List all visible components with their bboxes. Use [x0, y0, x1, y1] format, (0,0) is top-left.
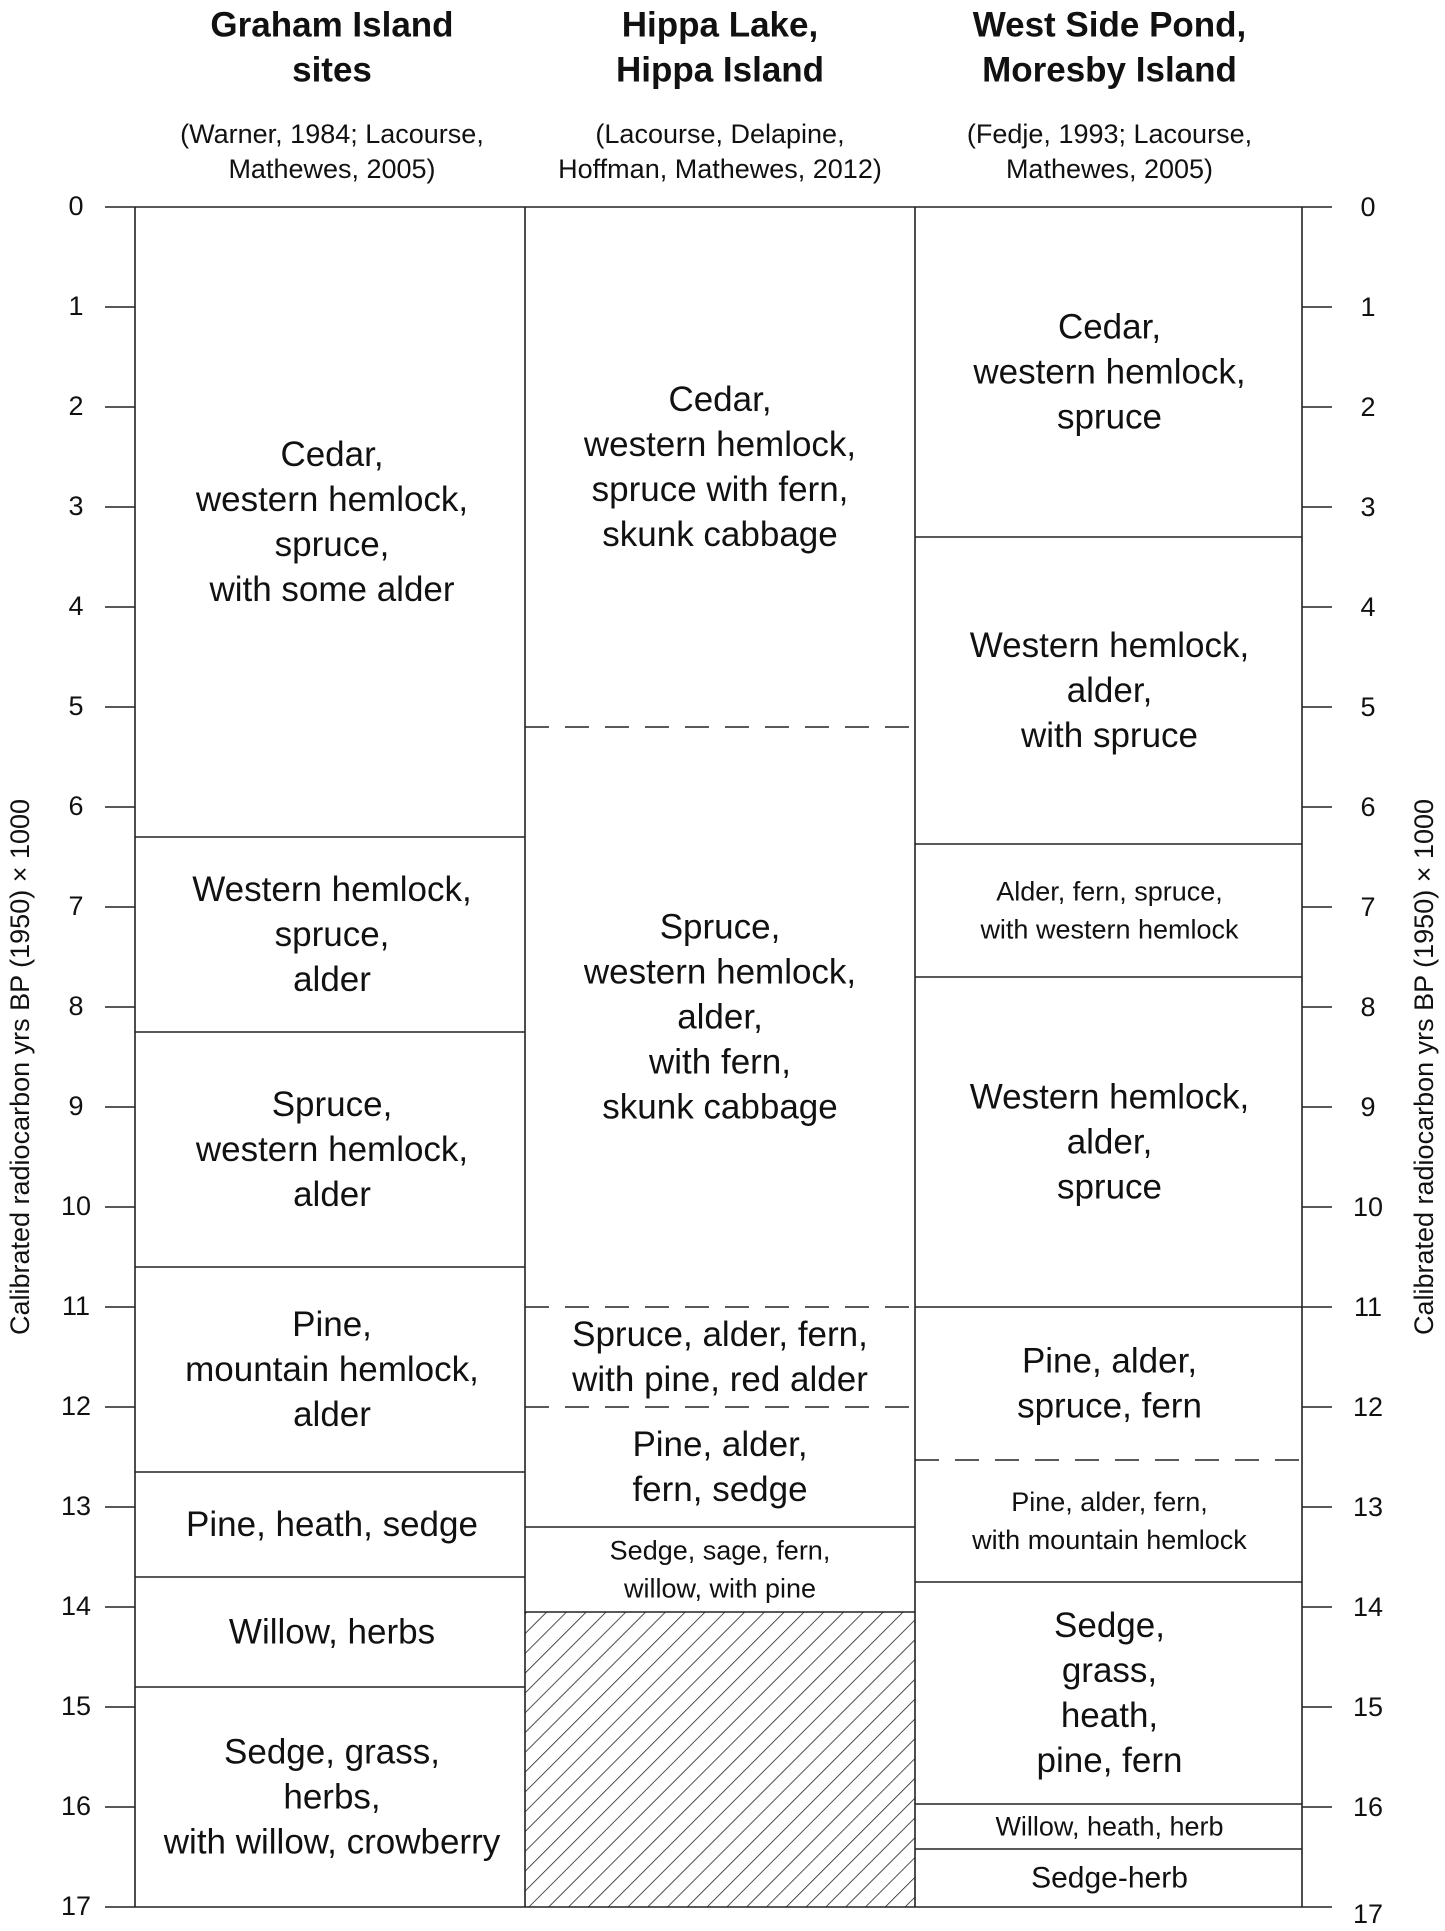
zone-label: alder [293, 960, 371, 999]
left-tick-label: 17 [60, 1891, 92, 1921]
zone-label: with pine, red alder [572, 1360, 868, 1399]
zone-label: western hemlock, [195, 480, 469, 519]
right-tick-label: 3 [1360, 492, 1376, 522]
zone-label: Pine, alder, [632, 1425, 808, 1464]
zone-label: spruce [1056, 397, 1163, 437]
right-tick-label: 9 [1360, 1092, 1376, 1122]
zone-label: heath, [1060, 1696, 1159, 1735]
left-tick-label: 0 [68, 191, 84, 221]
left-axis-title: Calibrated radiocarbon yrs BP (1950) × 1000 [5, 798, 35, 1336]
zone-label: spruce, [274, 525, 390, 564]
zone-label: spruce, [274, 915, 390, 954]
zone-label: Pine, alder, fern, [1011, 1487, 1208, 1517]
zone-label: Willow, herbs [228, 1612, 436, 1652]
zone-label: Alder, fern, spruce, [996, 876, 1223, 907]
left-tick-label: 7 [68, 891, 84, 921]
column-3-title: West Side Pond, [972, 5, 1247, 45]
zone-label: fern, sedge [632, 1470, 808, 1509]
column-3-title: Moresby Island [982, 50, 1237, 90]
right-tick-label: 13 [1352, 1492, 1384, 1522]
left-tick-label: 2 [68, 391, 84, 421]
zone-label: with mountain hemlock [972, 1525, 1247, 1555]
zone-label: with willow, crowberry [163, 1822, 501, 1862]
right-tick-label: 6 [1360, 792, 1376, 822]
zone-label: alder, [1066, 671, 1153, 710]
left-tick-label: 14 [60, 1591, 92, 1621]
column-1-reference: (Warner, 1984; Lacourse, [180, 119, 484, 149]
zone-label: Sedge-herb [1031, 1861, 1188, 1895]
zone-label: spruce with fern, [591, 470, 849, 509]
zone-label: western hemlock, [583, 425, 857, 464]
zone-label: Western hemlock, [969, 1077, 1250, 1117]
right-tick-label: 15 [1352, 1692, 1384, 1722]
zone-label: Spruce, [271, 1085, 393, 1124]
left-tick-label: 13 [60, 1491, 92, 1521]
column-2-title: Hippa Lake, [621, 5, 819, 45]
zone-label: Pine, [292, 1305, 372, 1344]
zone-label: western hemlock, [973, 352, 1246, 392]
zone-label: spruce, fern [1017, 1386, 1202, 1426]
right-tick-label: 14 [1352, 1592, 1384, 1622]
left-tick-label: 3 [68, 491, 84, 521]
zone-label: skunk cabbage [602, 515, 838, 554]
right-tick-label: 17 [1352, 1899, 1384, 1926]
zone-label: Pine, alder, [1021, 1341, 1198, 1381]
right-tick-label: 16 [1352, 1792, 1384, 1822]
zone-label: pine, fern [1036, 1741, 1183, 1780]
left-tick-label: 15 [60, 1691, 92, 1721]
right-tick-label: 5 [1360, 692, 1376, 722]
zone-label: western hemlock, [583, 952, 857, 992]
column-3-reference: (Fedje, 1993; Lacourse, [966, 119, 1253, 149]
right-axis-title: Calibrated radiocarbon yrs BP (1950) × 1000 [1409, 798, 1439, 1336]
column-1-reference: Mathewes, 2005) [228, 154, 436, 184]
column-2-title: Hippa Island [615, 50, 825, 90]
zone-label: Western hemlock, [969, 626, 1250, 665]
zone-label: skunk cabbage [602, 1087, 838, 1127]
right-tick-label: 12 [1352, 1392, 1384, 1422]
column-2-reference: Hoffman, Mathewes, 2012) [558, 154, 882, 184]
left-tick-label: 6 [68, 791, 84, 821]
zone-label: Pine, heath, sedge [186, 1505, 478, 1544]
zone-label: western hemlock, [195, 1130, 469, 1169]
zone-label: alder, [677, 997, 763, 1037]
right-tick-label: 8 [1360, 992, 1376, 1022]
zone-label: with western hemlock [980, 914, 1239, 945]
zone-label: Willow, heath, herb [995, 1811, 1224, 1842]
left-tick-label: 8 [68, 991, 84, 1021]
zone-label: alder [293, 1395, 371, 1434]
zone-label: Cedar, [1057, 307, 1162, 347]
zone-label: herbs, [283, 1777, 381, 1817]
right-tick-label: 1 [1360, 292, 1376, 322]
zone-label: Western hemlock, [192, 870, 472, 909]
zone-label: mountain hemlock, [185, 1350, 479, 1389]
left-tick-label: 1 [68, 291, 84, 321]
zone-label: Cedar, [668, 380, 772, 419]
column-1-title: sites [292, 50, 372, 90]
zone-label: Sedge, [1054, 1606, 1165, 1645]
column-2-reference: (Lacourse, Delapine, [595, 119, 845, 149]
right-tick-label: 4 [1360, 592, 1376, 622]
zone-label: willow, with pine [623, 1573, 817, 1604]
zone-label: Cedar, [280, 435, 384, 474]
right-tick-label: 0 [1360, 192, 1376, 222]
zone-label: with spruce [1020, 716, 1199, 755]
left-tick-label: 12 [60, 1391, 92, 1421]
left-tick-label: 16 [60, 1791, 92, 1821]
zone-label: grass, [1061, 1651, 1158, 1690]
right-tick-label: 11 [1353, 1292, 1383, 1322]
zone-label: with some alder [209, 570, 455, 609]
zone-label: Sedge, grass, [224, 1732, 440, 1772]
zone-label: Spruce, [659, 907, 781, 947]
zone-label: Spruce, alder, fern, [572, 1315, 868, 1354]
zone-label: Sedge, sage, fern, [609, 1535, 831, 1566]
left-tick-label: 9 [68, 1091, 84, 1121]
left-tick-label: 4 [68, 591, 84, 621]
zone-label: with fern, [649, 1042, 791, 1082]
column-3-reference: Mathewes, 2005) [1005, 154, 1214, 184]
zone-label: alder [293, 1175, 371, 1214]
hiatus-hatched-area [525, 1612, 915, 1907]
left-tick-label: 11 [61, 1291, 91, 1321]
left-tick-label: 5 [68, 691, 84, 721]
zone-label: alder, [1066, 1122, 1153, 1162]
right-tick-label: 10 [1352, 1192, 1384, 1222]
right-tick-label: 7 [1360, 892, 1376, 922]
column-1-title: Graham Island [210, 5, 454, 45]
left-tick-label: 10 [60, 1191, 92, 1221]
right-tick-label: 2 [1360, 392, 1376, 422]
zone-label: spruce [1056, 1167, 1163, 1207]
